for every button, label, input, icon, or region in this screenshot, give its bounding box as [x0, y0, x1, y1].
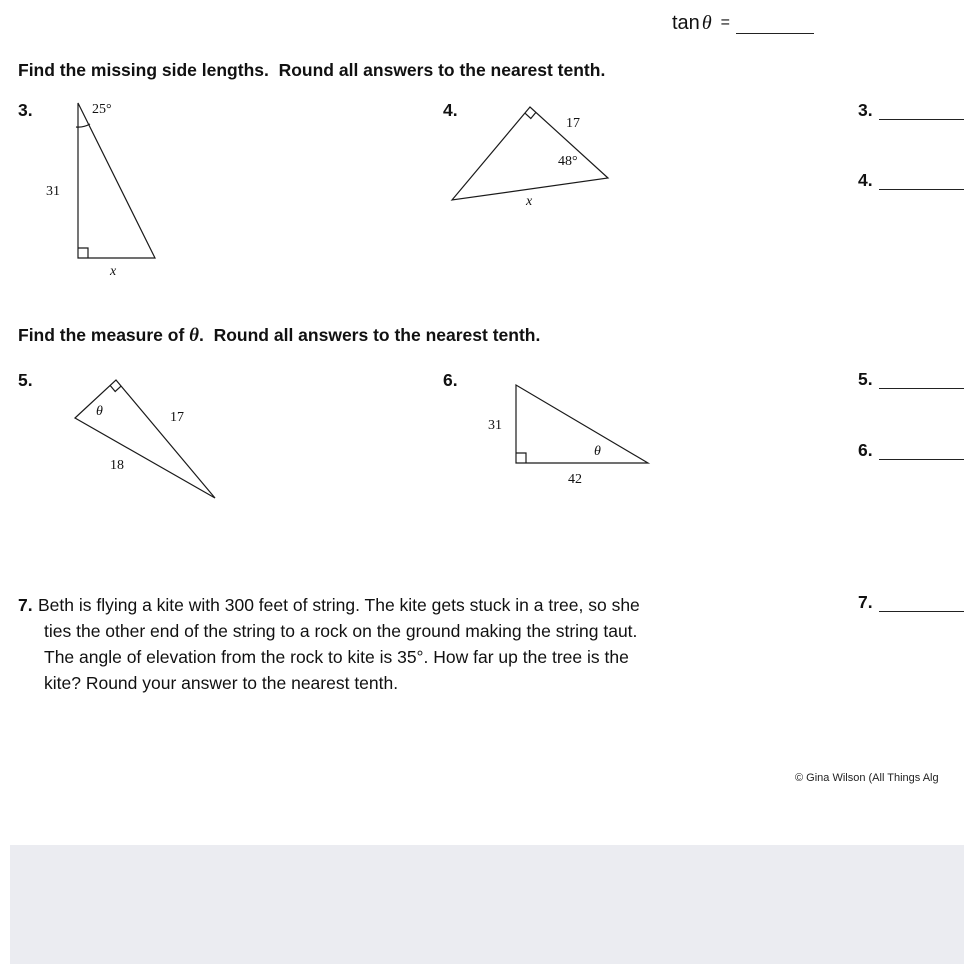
- viewer-background-strip: [10, 845, 964, 964]
- right-angle-mark: [516, 453, 526, 463]
- triangle-outline: [75, 380, 215, 498]
- triangle-6-figure: [480, 368, 670, 493]
- text-line: The angle of elevation from the rock to kite is 35°. How far up the tree is the: [44, 647, 629, 667]
- side-label-17: 17: [170, 410, 184, 425]
- triangle-3-drawing: [40, 98, 180, 288]
- problem-5-number: 5.: [18, 370, 33, 390]
- right-angle-mark: [110, 385, 121, 391]
- answer-number-3: 3.: [858, 100, 873, 120]
- angle-label-48: 48°: [558, 154, 578, 169]
- answer-slot-7: [858, 592, 964, 613]
- heading-text-prefix: Find the measure of: [18, 325, 190, 345]
- answer-slot-3: [858, 100, 964, 121]
- side-label-18: 18: [110, 458, 124, 473]
- triangle-3-figure: [40, 98, 180, 288]
- tan-answer-blank: [736, 22, 814, 34]
- section-sides-heading: Find the missing side lengths. Round all answers to the nearest tenth.: [18, 60, 606, 80]
- answer-number-7: 7.: [858, 592, 873, 612]
- equals-sign: =: [720, 14, 730, 31]
- problem-6-number: 6.: [443, 370, 458, 390]
- tan-word: tan: [672, 12, 700, 34]
- triangle-outline: [516, 385, 648, 463]
- triangle-outline: [78, 103, 155, 258]
- theta-label: θ: [594, 444, 601, 459]
- triangle-4-drawing: [440, 100, 630, 215]
- problem-7-text: [38, 592, 808, 696]
- angle-label-25: 25°: [92, 102, 112, 117]
- heading-text-suffix: . Round all answers to the nearest tenth.: [199, 325, 541, 345]
- text-line: ties the other end of the string to a rock on the ground making the string taut.: [44, 621, 638, 641]
- x-label: x: [526, 194, 533, 209]
- copyright-notice: © Gina Wilson (All Things Alg: [795, 772, 939, 784]
- answer-slot-4: [858, 170, 964, 191]
- answer-number-5: 5.: [858, 369, 873, 389]
- problem-7-number: 7.: [18, 595, 33, 615]
- answer-number-4: 4.: [858, 170, 873, 190]
- side-label-42: 42: [568, 472, 582, 487]
- right-angle-mark: [525, 112, 536, 118]
- answer-blank-6: [879, 448, 964, 460]
- answer-blank-7: [879, 600, 964, 612]
- answer-number-6: 6.: [858, 440, 873, 460]
- text-line: Beth is flying a kite with 300 feet of string. The kite gets stuck in a tree, so she: [38, 595, 640, 615]
- problem-7: [18, 592, 808, 696]
- triangle-4-figure: [440, 100, 630, 215]
- triangle-outline: [452, 107, 608, 200]
- answer-slot-6: [858, 440, 964, 461]
- answer-slot-5: [858, 369, 964, 390]
- side-label-17: 17: [566, 116, 580, 131]
- triangle-5-figure: [60, 368, 230, 508]
- answer-blank-5: [879, 377, 964, 389]
- theta-label: θ: [96, 404, 103, 419]
- text-line: kite? Round your answer to the nearest tenth.: [44, 673, 399, 693]
- side-label-31: 31: [46, 184, 60, 199]
- answer-blank-3: [879, 108, 964, 120]
- theta-symbol: θ: [701, 12, 712, 34]
- section-theta-heading: [18, 325, 540, 347]
- theta-symbol: θ: [189, 325, 200, 346]
- tan-theta-expression: [672, 12, 814, 35]
- side-label-31: 31: [488, 418, 502, 433]
- problem-4-number: 4.: [443, 100, 458, 120]
- answer-blank-4: [879, 178, 964, 190]
- triangle-5-drawing: [60, 368, 230, 508]
- problem-3-number: 3.: [18, 100, 33, 120]
- x-label: x: [110, 264, 117, 279]
- right-angle-mark: [78, 248, 88, 258]
